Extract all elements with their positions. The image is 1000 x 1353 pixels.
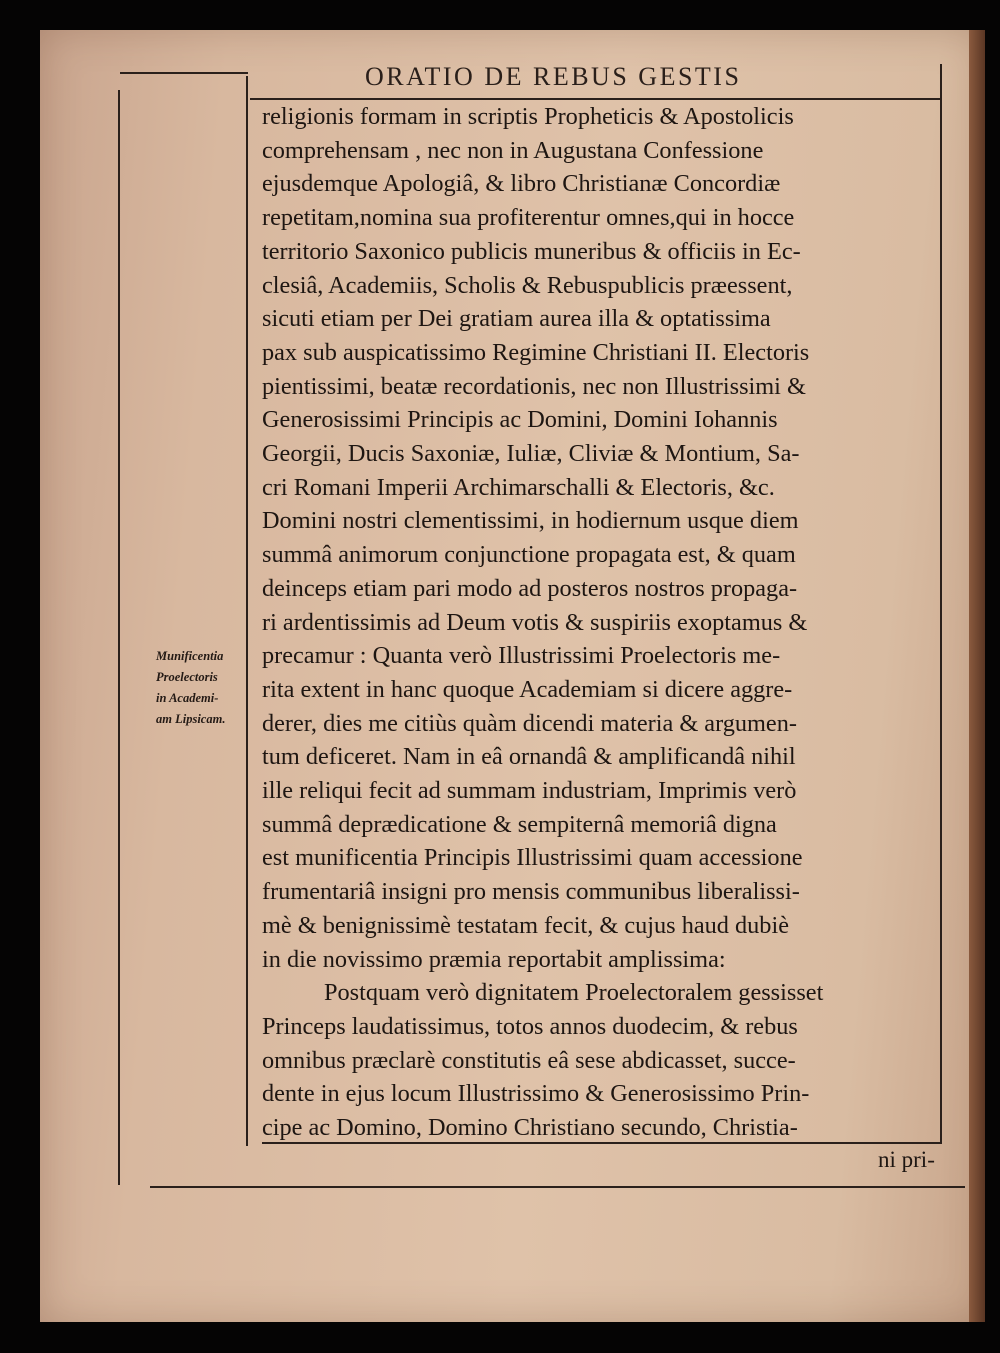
- text-line: territorio Saxonico publicis muneribus & officiis in Ec-: [262, 237, 801, 265]
- margin-note-line: Munificentia: [156, 649, 224, 663]
- text-line: pientissimi, beatæ recordationis, nec non Illustrissimi &: [262, 372, 806, 400]
- text-line: omnibus præclarè constitutis eâ sese abdicasset, succe-: [262, 1046, 796, 1074]
- text-line: sicuti etiam per Dei gratiam aurea illa & optatissima: [262, 305, 771, 333]
- text-line: ri ardentissimis ad Deum votis & suspiriis exoptamus &: [262, 608, 808, 636]
- text-line: deinceps etiam pari modo ad posteros nostros propaga-: [262, 574, 798, 602]
- text-line: Princeps laudatissimus, totos annos duodecim, & rebus: [262, 1012, 798, 1040]
- text-line: in die novissimo præmia reportabit amplissima:: [262, 945, 726, 973]
- text-line: Domini nostri clementissimi, in hodiernum usque diem: [262, 507, 799, 535]
- text-line: derer, dies me citiùs quàm dicendi materia & argumen-: [262, 709, 797, 737]
- text-line: cri Romani Imperii Archimarschalli & Electoris, &c.: [262, 473, 775, 501]
- text-line: dente in ejus locum Illustrissimo & Generosissimo Prin-: [262, 1080, 810, 1108]
- body-text: [262, 100, 938, 1145]
- text-line: repetitam,nomina sua profiterentur omnes,qui in hocce: [262, 204, 795, 232]
- text-line: pax sub auspicatissimo Regimine Christiani II. Electoris: [262, 338, 810, 366]
- text-line: religionis formam in scriptis Propheticis & Apostolicis: [262, 103, 794, 130]
- text-line: tum deficeret. Nam in eâ ornandâ & amplificandâ nihil: [262, 743, 796, 771]
- catchword: ni pri-: [878, 1147, 935, 1172]
- text-line: Postquam verò dignitatem Proelectoralem gessisset: [324, 979, 824, 1007]
- text-line: clesiâ, Academiis, Scholis & Rebuspublicis præessent,: [262, 271, 793, 299]
- text-line: ille reliqui fecit ad summam industriam, Imprimis verò: [262, 777, 797, 805]
- marginal-note: [156, 646, 266, 730]
- text-line: Georgii, Ducis Saxoniæ, Iuliæ, Cliviæ & Montium, Sa-: [262, 440, 800, 468]
- text-line: frumentariâ insigni pro mensis communibus liberalissi-: [262, 878, 800, 906]
- page-edge: [969, 30, 985, 1322]
- running-head: ORATIO DE REBUS GESTIS: [365, 62, 742, 91]
- text-line: mè & benignissimè testatam fecit, & cujus haud dubiè: [262, 911, 789, 939]
- text-right-rule: [940, 64, 942, 1144]
- margin-left-rule: [118, 90, 120, 1185]
- text-line: rita extent in hanc quoque Academiam si dicere aggre-: [262, 675, 793, 703]
- margin-note-line: in Academi-: [156, 691, 219, 705]
- text-line: est munificentia Principis Illustrissimi quam accessione: [262, 844, 803, 872]
- text-line: summâ deprædicatione & sempiternâ memoriâ digna: [262, 810, 777, 838]
- text-line: Generosissimi Principis ac Domini, Domini Iohannis: [262, 406, 778, 434]
- text-line: comprehensam , nec non in Augustana Confessione: [262, 136, 764, 164]
- text-line: cipe ac Domino, Domino Christiano secundo, Christia-: [262, 1114, 798, 1142]
- text-line: precamur : Quanta verò Illustrissimi Proelectoris me-: [262, 642, 781, 670]
- bottom-rule-full: [150, 1186, 965, 1188]
- margin-note-line: Proelectoris: [156, 670, 218, 684]
- text-left-rule: [246, 76, 248, 1146]
- margin-note-line: am Lipsicam.: [156, 712, 226, 726]
- text-line: ejusdemque Apologiâ, & libro Christianæ Concordiæ: [262, 170, 781, 198]
- top-rule-left: [120, 72, 248, 74]
- text-line: summâ animorum conjunctione propagata est, & quam: [262, 541, 796, 569]
